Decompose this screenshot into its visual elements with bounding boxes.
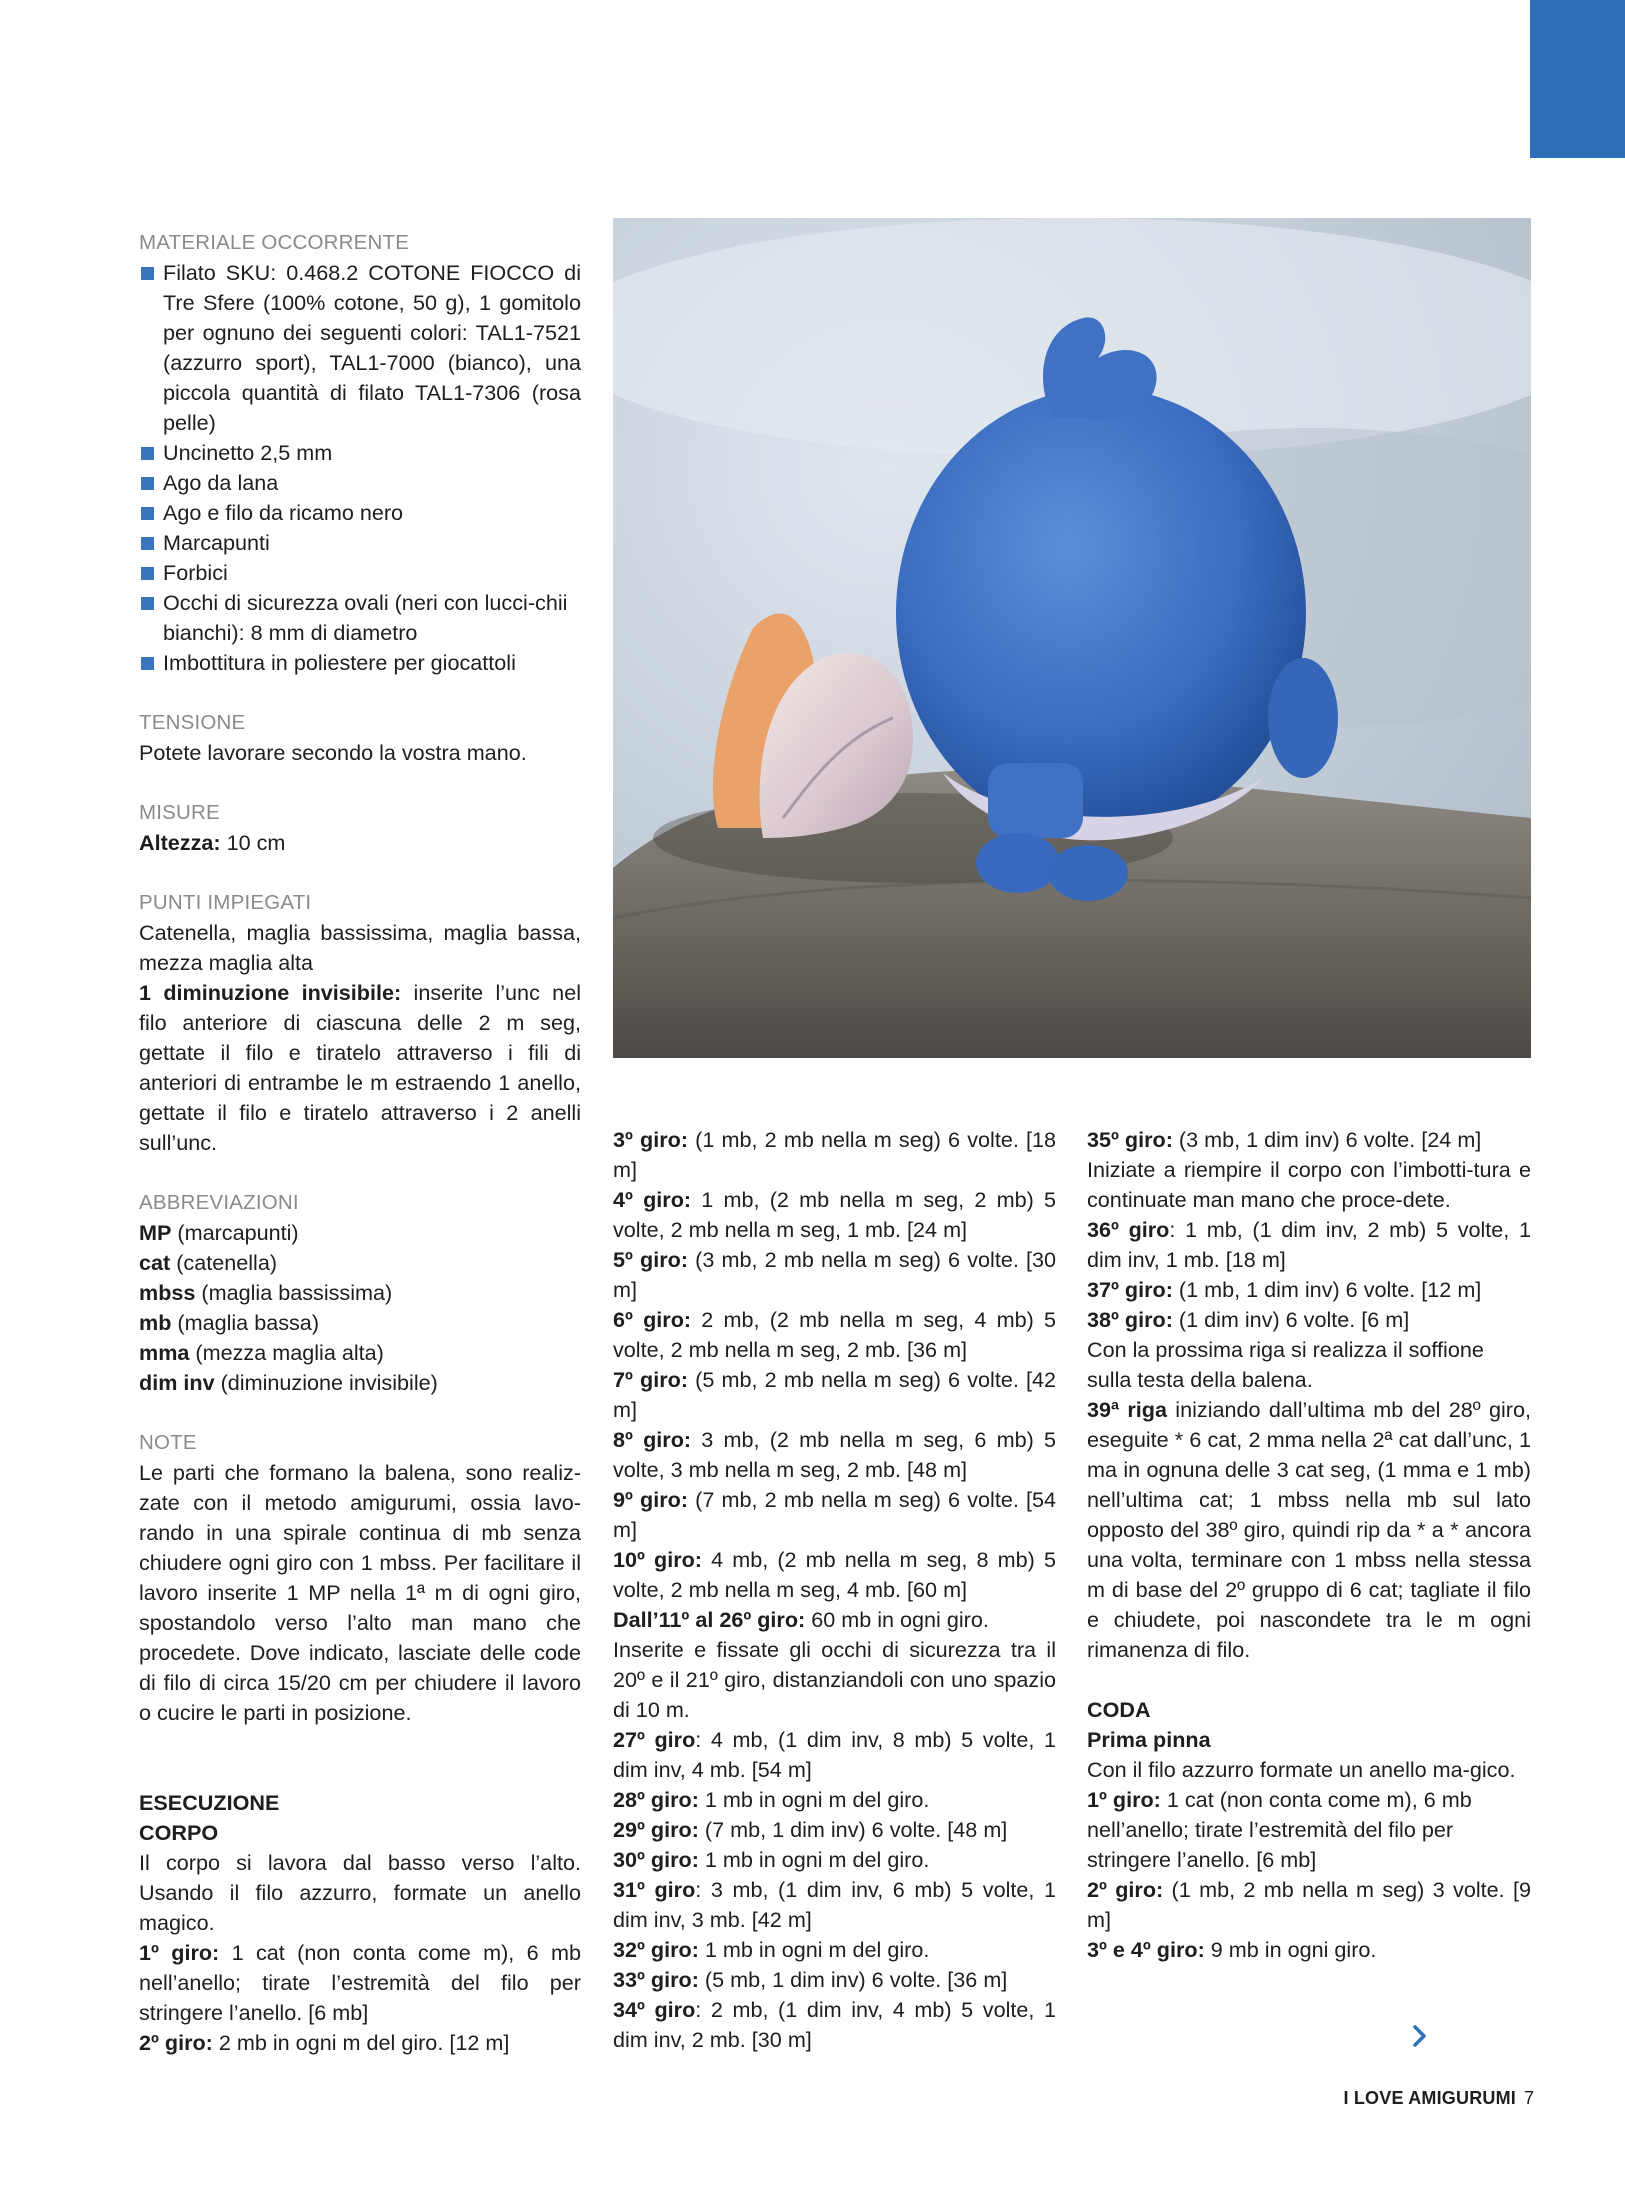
round-instruction: 35º giro: (3 mb, 1 dim inv) 6 volte. [24 m]	[1087, 1127, 1482, 1152]
abbreviation-item: mbss (maglia bassissima)	[139, 1280, 393, 1305]
whale-amigurumi-photo	[613, 218, 1531, 1058]
round-instruction: 2º giro: (1 mb, 2 mb nella m seg) 3 volte. [9 m]	[1087, 1877, 1532, 1932]
notes-heading: NOTE	[139, 1431, 197, 1454]
material-item: Uncinetto 2,5 mm	[139, 438, 581, 468]
stuffing-note: Iniziate a riempire il corpo con l’imbotti-tura e continuate man mano che proce-dete.	[1087, 1157, 1531, 1212]
square-bullet-icon	[141, 567, 154, 580]
round-instruction: 9º giro: (7 mb, 2 mb nella m seg) 6 volte. [54 m]	[613, 1487, 1056, 1542]
round-instruction: 2º giro: 2 mb in ogni m del giro. [12 m]	[139, 2030, 510, 2055]
material-item: Ago e filo da ricamo nero	[139, 498, 581, 528]
notes-text: Le parti che formano la balena, sono realiz-zate con il metodo amigurumi, ossia lavo-rando in una spirale continua di mb senza chiudere ogni giro con 1 mbss. Per facilitare il lavoro inserite 1 MP nella 1ª m di ogni giro, spostandolo verso l’alto man mano che procedete. Dove indicato, lasciate delle code di filo di circa 15/20 cm per chiudere il lavoro o cucire le parti in posizione.	[139, 1460, 581, 1725]
abbreviation-item: cat (catenella)	[139, 1250, 278, 1275]
round-instruction: 1º giro: 1 cat (non conta come m), 6 mb nell’anello; tirate l’estremità del filo per stringere l’anello. [6 mb]	[139, 1940, 582, 2025]
row-instruction: 39ª riga iniziando dall’ultima mb del 28º giro, eseguite * 6 cat, 2 mma nella 2ª cat dall’unc, 1 ma in ognuna delle 3 cat seg, (1 mma e 1 mb) nell’ultima cat; 1 mbss nella mb sul lato opposto del 38º giro, quindi rip da * a * ancora una volta, terminare con 1 mbss nella stessa m di base del 2º gruppo di 6 cat; tagliate il filo e chiudete, poi nascondete tra le m ogni rimanenza di filo.	[1087, 1397, 1531, 1662]
measures-height: Altezza: 10 cm	[139, 830, 286, 855]
round-instruction: 34º giro: 2 mb, (1 dim inv, 4 mb) 5 volte, 1 dim inv, 2 mb. [30 m]	[613, 1997, 1056, 2052]
abbreviation-item: mma (mezza maglia alta)	[139, 1340, 384, 1365]
square-bullet-icon	[141, 477, 154, 490]
round-instruction: 3º e 4º giro: 9 mb in ogni giro.	[1087, 1937, 1377, 1962]
first-fin-heading: Prima pinna	[1087, 1727, 1211, 1752]
measures-heading: MISURE	[139, 801, 220, 824]
corner-color-tab	[1530, 0, 1625, 158]
material-item: Ago da lana	[139, 468, 581, 498]
square-bullet-icon	[141, 597, 154, 610]
fin-intro: Con il filo azzurro formate un anello ma-gico.	[1087, 1757, 1516, 1782]
material-item: Marcapunti	[139, 528, 581, 558]
abbreviation-item: MP (marcapunti)	[139, 1220, 299, 1245]
round-instruction: 3º giro: (1 mb, 2 mb nella m seg) 6 volte. [18 m]	[613, 1127, 1056, 1182]
material-item: Filato SKU: 0.468.2 COTONE FIOCCO di Tre Sfere (100% cotone, 50 g), 1 gomitolo per ognuno dei seguenti colori: TAL1-7521 (azzurro sport), TAL1-7000 (bianco), una piccola quantità di filato TAL1-7306 (rosa pelle)	[139, 258, 581, 438]
left-column	[139, 228, 581, 2058]
round-instruction: 10º giro: 4 mb, (2 mb nella m seg, 8 mb) 5 volte, 2 mb nella m seg, 4 mb. [60 m]	[613, 1547, 1056, 1602]
photo-illustration	[613, 218, 1531, 1058]
square-bullet-icon	[141, 507, 154, 520]
material-item: Imbottitura in poliestere per giocattoli	[139, 648, 581, 678]
round-instruction: 27º giro: 4 mb, (1 dim inv, 8 mb) 5 volte, 1 dim inv, 4 mb. [54 m]	[613, 1727, 1056, 1782]
stitches-list: Catenella, maglia bassissima, maglia bassa, mezza maglia alta	[139, 920, 581, 975]
abbreviation-item: dim inv (diminuzione invisibile)	[139, 1370, 438, 1395]
tension-text: Potete lavorare secondo la vostra mano.	[139, 740, 527, 765]
round-instruction: 7º giro: (5 mb, 2 mb nella m seg) 6 volte. [42 m]	[613, 1367, 1056, 1422]
square-bullet-icon	[141, 657, 154, 670]
materials-heading: MATERIALE OCCORRENTE	[139, 231, 410, 254]
body-heading: CORPO	[139, 1820, 219, 1845]
round-instruction: 36º giro: 1 mb, (1 dim inv, 2 mb) 5 volte, 1 dim inv, 1 mb. [18 m]	[1087, 1217, 1531, 1272]
square-bullet-icon	[141, 447, 154, 460]
round-instruction: 33º giro: (5 mb, 1 dim inv) 6 volte. [36 m]	[613, 1967, 1008, 1992]
round-instruction: Dall’11º al 26º giro: 60 mb in ogni giro.	[613, 1607, 989, 1632]
round-instruction: 1º giro: 1 cat (non conta come m), 6 mb nell’anello; tirate l’estremità del filo per stringere l’anello. [6 mb]	[1087, 1787, 1472, 1872]
round-instruction: 30º giro: 1 mb in ogni m del giro.	[613, 1847, 930, 1872]
tail-heading: CODA	[1087, 1697, 1151, 1722]
page-footer	[1290, 2088, 1534, 2109]
round-instruction: 38º giro: (1 dim inv) 6 volte. [6 m]	[1087, 1307, 1410, 1332]
abbreviations-heading: ABBREVIAZIONI	[139, 1191, 299, 1214]
execution-heading: ESECUZIONE	[139, 1790, 280, 1815]
magazine-title: I LOVE AMIGURUMI	[1343, 2088, 1516, 2108]
continue-arrow-icon	[1411, 2024, 1429, 2048]
middle-column	[613, 1125, 1056, 2055]
page-number: 7	[1523, 2088, 1534, 2108]
round-instruction: 31º giro: 3 mb, (1 dim inv, 6 mb) 5 volte, 1 dim inv, 3 mb. [42 m]	[613, 1877, 1056, 1932]
material-item: Occhi di sicurezza ovali (neri con lucci-chii bianchi): 8 mm di diametro	[139, 588, 581, 648]
round-instruction: 6º giro: 2 mb, (2 mb nella m seg, 4 mb) 5 volte, 2 mb nella m seg, 2 mb. [36 m]	[613, 1307, 1056, 1362]
tension-heading: TENSIONE	[139, 711, 246, 734]
invisible-decrease-definition: 1 diminuzione invisibile: inserite l’unc nel filo anteriore di ciascuna delle 2 m seg, gettate il filo e tiratelo attraverso i fili di anteriori di entrambe le m estraendo 1 anello, gettate il filo e tiratelo attraverso i 2 anelli sull’unc.	[139, 980, 581, 1155]
round-instruction: 29º giro: (7 mb, 1 dim inv) 6 volte. [48 m]	[613, 1817, 1008, 1842]
stitches-heading: PUNTI IMPIEGATI	[139, 891, 312, 914]
round-instruction: 5º giro: (3 mb, 2 mb nella m seg) 6 volte. [30 m]	[613, 1247, 1056, 1302]
eyes-note: Inserite e fissate gli occhi di sicurezza tra il 20º e il 21º giro, distanziandoli con uno spazio di 10 m.	[613, 1637, 1056, 1722]
square-bullet-icon	[141, 537, 154, 550]
round-instruction: 32º giro: 1 mb in ogni m del giro.	[613, 1937, 930, 1962]
blowhole-note: Con la prossima riga si realizza il soffione sulla testa della balena.	[1087, 1337, 1484, 1392]
square-bullet-icon	[141, 267, 154, 280]
material-item: Forbici	[139, 558, 581, 588]
round-instruction: 8º giro: 3 mb, (2 mb nella m seg, 6 mb) 5 volte, 3 mb nella m seg, 2 mb. [48 m]	[613, 1427, 1056, 1482]
round-instruction: 28º giro: 1 mb in ogni m del giro.	[613, 1787, 930, 1812]
round-instruction: 37º giro: (1 mb, 1 dim inv) 6 volte. [12 m]	[1087, 1277, 1482, 1302]
body-intro: Il corpo si lavora dal basso verso l’alto. Usando il filo azzurro, formate un anello magico.	[139, 1850, 581, 1935]
round-instruction: 4º giro: 1 mb, (2 mb nella m seg, 2 mb) 5 volte, 2 mb nella m seg, 1 mb. [24 m]	[613, 1187, 1056, 1242]
right-column	[1087, 1125, 1531, 1965]
abbreviation-item: mb (maglia bassa)	[139, 1310, 320, 1335]
